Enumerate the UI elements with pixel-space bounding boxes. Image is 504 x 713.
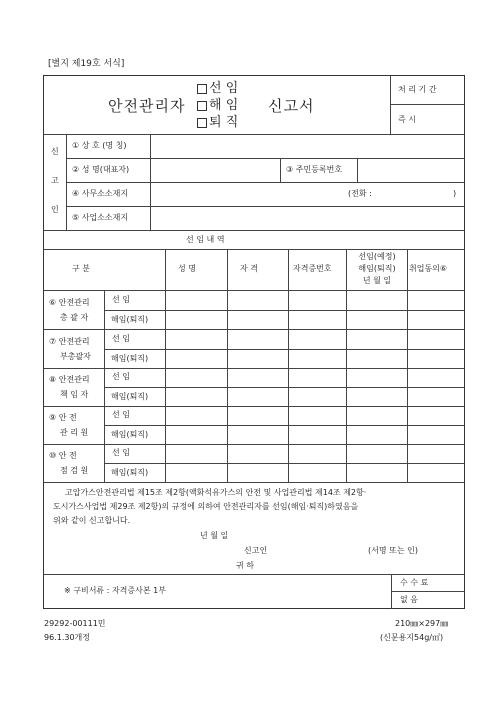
option-dismiss[interactable]: 해 임: [197, 99, 238, 112]
sub-appoint: 선 임: [112, 448, 130, 457]
col-name: 성 명: [178, 264, 196, 273]
phone-label: (전화 :: [348, 189, 372, 198]
line: [44, 482, 464, 483]
line: [105, 463, 464, 464]
col-category: 구 분: [72, 264, 90, 273]
line: [288, 249, 289, 482]
fee-label: 수 수 료: [400, 578, 429, 587]
reporter-label: 신고인: [244, 546, 268, 555]
retire-checkbox[interactable]: [197, 118, 207, 128]
office-address-label: ④ 사무소소재지: [72, 189, 129, 198]
sub-dismiss: 해임(퇴직): [111, 354, 149, 363]
option-appoint[interactable]: 선 임: [197, 82, 238, 95]
sub-dismiss: 해임(퇴직): [111, 430, 149, 439]
col-cert-number: 자격증번호: [293, 264, 332, 273]
appoint-checkbox[interactable]: [197, 84, 207, 94]
details-heading: 선 임 내 역: [186, 235, 225, 244]
form-title-suffix: 신고서: [268, 97, 315, 115]
row-responsible-label-2: 책 임 자: [60, 390, 89, 399]
line: [105, 310, 464, 311]
declaration-line-1: 고압가스안전관리법 제15조 제2항(액화석유가스의 안전 및 사업관리법 제14조 제2항·: [65, 488, 367, 497]
row-general-manager-label-2: 총 괄 자: [60, 313, 89, 322]
fee-value: 없 음: [400, 595, 418, 604]
name-field[interactable]: [152, 160, 278, 180]
office-address-field[interactable]: [152, 184, 342, 204]
sub-dismiss: 해임(퇴직): [111, 392, 149, 401]
line: [44, 368, 464, 369]
line: [105, 387, 464, 388]
option-retire[interactable]: 퇴 직: [197, 116, 238, 129]
col-qualification: 자 격: [240, 264, 258, 273]
line: [357, 158, 358, 182]
phone-close: ): [453, 189, 457, 198]
footer-revised: 96.1.30개정: [44, 633, 90, 642]
site-address-field[interactable]: [152, 208, 462, 228]
line: [44, 329, 464, 330]
footer-form-code: 29292-00111민: [44, 619, 106, 628]
footer-paper-type: (신문용지54g/㎡): [380, 633, 444, 642]
line: [44, 230, 464, 231]
applicant-side-label-3: 인: [51, 205, 59, 214]
line: [105, 349, 464, 350]
line: [44, 290, 464, 291]
declaration-date: 년 월 일: [200, 531, 229, 540]
col-appoint-date-1: 선임(예정): [358, 252, 396, 261]
sub-appoint: 선 임: [112, 295, 130, 304]
company-name-label: ① 상 호 (명 칭): [72, 141, 127, 150]
line: [105, 425, 464, 426]
line: [44, 444, 464, 445]
line: [44, 574, 464, 575]
row-inspector-label-1: ⑩ 안 전: [49, 451, 77, 460]
form-number-tag: [별지 제19호 서식]: [48, 59, 125, 69]
col-consent: 취업동의⑥: [409, 264, 448, 273]
site-address-label: ⑤ 사업소소재지: [72, 213, 129, 222]
processing-period-value: 즉 시: [398, 115, 416, 124]
line: [280, 158, 281, 182]
line: [67, 206, 464, 207]
sub-appoint: 선 임: [112, 410, 130, 419]
line: [165, 249, 166, 482]
line: [44, 249, 464, 250]
sub-appoint: 선 임: [112, 372, 130, 381]
sub-appoint: 선 임: [112, 334, 130, 343]
title-divider: [390, 76, 391, 134]
processing-period-label: 처 리 기 간: [398, 85, 437, 94]
line: [44, 134, 464, 135]
line: [67, 182, 464, 183]
name-label: ② 성 명(대표자): [72, 165, 130, 174]
line: [44, 406, 464, 407]
declaration-line-2: 도시가스사업법 제29조 제2항)의 규정에 의하여 안전관리자를 선임(해임·퇴직)하였음을: [53, 502, 359, 511]
form-title-prefix: 안전관리자: [108, 97, 186, 115]
row-responsible-label-1: ⑧ 안전관리: [49, 375, 90, 384]
col-appoint-date-3: 년 월 일: [362, 276, 392, 285]
sub-dismiss: 해임(퇴직): [111, 315, 149, 324]
company-name-field[interactable]: [152, 136, 462, 156]
line: [104, 290, 105, 482]
applicant-side-label-2: 고: [51, 176, 59, 185]
line: [67, 158, 464, 159]
row-inspector-label-2: 점 검 원: [60, 466, 89, 475]
applicant-side-label-1: 신: [51, 147, 59, 156]
row-safety-manager-label-2: 관 리 원: [60, 428, 89, 437]
row-safety-manager-label-1: ⑨ 안 전: [49, 413, 77, 422]
row-deputy-manager-label-2: 부총괄자: [60, 352, 91, 361]
line: [227, 249, 228, 482]
declaration-line-3: 위와 같이 신고합니다.: [53, 516, 131, 525]
row-general-manager-label-1: ⑥ 안전관리: [49, 298, 90, 307]
sub-dismiss: 해임(퇴직): [111, 468, 149, 477]
addressee-label: 귀 하: [236, 561, 254, 570]
required-documents: ※ 구비서류 : 자격증사본 1부: [64, 586, 166, 595]
line: [407, 249, 408, 482]
row-deputy-manager-label-1: ⑦ 안전관리: [49, 337, 90, 346]
resident-number-field[interactable]: [359, 160, 462, 180]
col-appoint-date-2: 해임(퇴직): [358, 264, 396, 273]
signature-label: (서명 또는 인): [368, 546, 418, 555]
line: [392, 591, 464, 592]
resident-number-label: ③ 주민등록번호: [286, 165, 343, 174]
processing-divider: [391, 104, 464, 105]
dismiss-checkbox[interactable]: [197, 101, 207, 111]
footer-paper-size: 210㎜×297㎜: [395, 619, 449, 628]
